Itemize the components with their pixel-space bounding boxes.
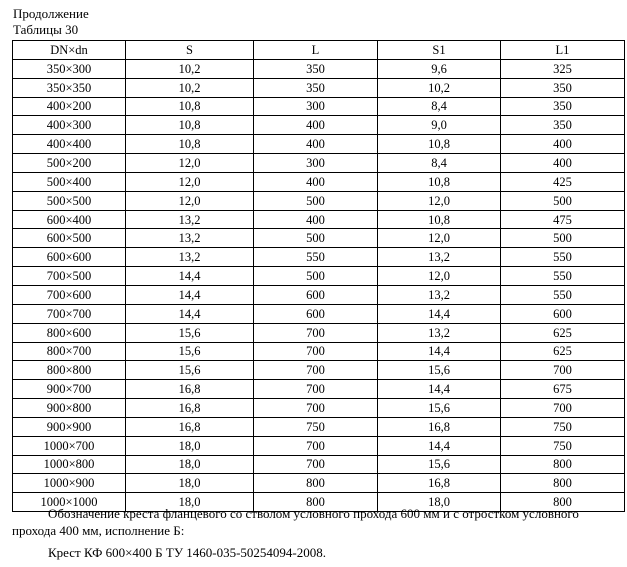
cell-l: 700: [254, 455, 378, 474]
header-l: L: [254, 41, 378, 60]
table-row: [13, 342, 625, 361]
cell-l: 400: [254, 135, 378, 154]
cell-s: 10,8: [126, 97, 254, 116]
cell-l1: 550: [501, 285, 625, 304]
table-row: [13, 229, 625, 248]
cell-s: 16,8: [126, 417, 254, 436]
cell-s: 12,0: [126, 154, 254, 173]
cell-s1: 15,6: [378, 361, 501, 380]
note-paragraph: Обозначение креста фланцевого со стволом условного прохода 600 мм и с отростком условного прохода 400 мм, исполнение Б:: [12, 506, 579, 538]
cell-s: 14,4: [126, 304, 254, 323]
table-row: [13, 417, 625, 436]
cell-s: 18,0: [126, 474, 254, 493]
cell-s: 15,6: [126, 361, 254, 380]
table-row: [13, 78, 625, 97]
header-s: S: [126, 41, 254, 60]
cell-dn-dn: 500×500: [13, 191, 126, 210]
cell-s1: 12,0: [378, 267, 501, 286]
cell-dn-dn: 600×600: [13, 248, 126, 267]
cell-l1: 500: [501, 191, 625, 210]
cell-dn-dn: 1000×900: [13, 474, 126, 493]
dimensions-table: [12, 40, 625, 512]
cell-l1: 600: [501, 304, 625, 323]
table-row: [13, 59, 625, 78]
cell-l: 350: [254, 78, 378, 97]
cell-s1: 13,2: [378, 285, 501, 304]
cell-s: 13,2: [126, 229, 254, 248]
cell-dn-dn: 600×400: [13, 210, 126, 229]
cell-l: 600: [254, 304, 378, 323]
cell-s1: 8,4: [378, 97, 501, 116]
cell-l1: 550: [501, 267, 625, 286]
table-row: [13, 154, 625, 173]
cell-dn-dn: 400×300: [13, 116, 126, 135]
note-example: Крест КФ 600×400 Б ТУ 1460-035-50254094-2008.: [48, 545, 327, 560]
table-row: [13, 474, 625, 493]
cell-l1: 750: [501, 436, 625, 455]
cell-l1: 400: [501, 135, 625, 154]
cell-dn-dn: 700×500: [13, 267, 126, 286]
cell-l: 400: [254, 116, 378, 135]
cell-l1: 475: [501, 210, 625, 229]
cell-s1: 14,4: [378, 380, 501, 399]
cell-l1: 400: [501, 154, 625, 173]
table-row: [13, 210, 625, 229]
cell-l: 350: [254, 59, 378, 78]
cell-dn-dn: 1000×800: [13, 455, 126, 474]
cell-l1: 625: [501, 342, 625, 361]
cell-dn-dn: 350×300: [13, 59, 126, 78]
caption-continuation: Продолжение: [13, 6, 89, 21]
cell-s: 14,4: [126, 285, 254, 304]
cell-l: 600: [254, 285, 378, 304]
cell-dn-dn: 700×600: [13, 285, 126, 304]
cell-dn-dn: 350×350: [13, 78, 126, 97]
cell-l: 400: [254, 210, 378, 229]
cell-s: 15,6: [126, 342, 254, 361]
table-row: [13, 361, 625, 380]
cell-s1: 12,0: [378, 191, 501, 210]
table-row: [13, 285, 625, 304]
table-row: [13, 455, 625, 474]
cell-s1: 15,6: [378, 455, 501, 474]
cell-dn-dn: 800×800: [13, 361, 126, 380]
cell-dn-dn: 900×700: [13, 380, 126, 399]
cell-l1: 350: [501, 116, 625, 135]
cell-l1: 350: [501, 97, 625, 116]
cell-s1: 9,6: [378, 59, 501, 78]
cell-s: 16,8: [126, 399, 254, 418]
cell-s1: 13,2: [378, 323, 501, 342]
header-s1: S1: [378, 41, 501, 60]
cell-l: 700: [254, 342, 378, 361]
cell-l: 300: [254, 154, 378, 173]
table-caption: [13, 6, 89, 38]
cell-s: 10,2: [126, 78, 254, 97]
cell-s1: 12,0: [378, 229, 501, 248]
cell-dn-dn: 500×200: [13, 154, 126, 173]
cell-l: 700: [254, 380, 378, 399]
cell-dn-dn: 1000×700: [13, 436, 126, 455]
cell-s: 10,8: [126, 116, 254, 135]
cell-l1: 800: [501, 474, 625, 493]
cell-l1: 700: [501, 361, 625, 380]
cell-l: 500: [254, 191, 378, 210]
cell-s: 16,8: [126, 380, 254, 399]
cell-l1: 425: [501, 172, 625, 191]
table-row: [13, 267, 625, 286]
cell-l: 700: [254, 436, 378, 455]
table-row: [13, 323, 625, 342]
cell-s: 18,0: [126, 455, 254, 474]
designation-note: [12, 505, 612, 561]
table-row: [13, 191, 625, 210]
cell-s1: 10,8: [378, 135, 501, 154]
cell-s1: 10,8: [378, 172, 501, 191]
cell-dn-dn: 400×400: [13, 135, 126, 154]
cell-l: 700: [254, 323, 378, 342]
cell-s: 13,2: [126, 248, 254, 267]
cell-s1: 18,0: [378, 493, 501, 512]
cell-l: 550: [254, 248, 378, 267]
cell-s1: 13,2: [378, 248, 501, 267]
cell-l: 800: [254, 474, 378, 493]
cell-s: 13,2: [126, 210, 254, 229]
cell-l1: 500: [501, 229, 625, 248]
cell-l1: 800: [501, 493, 625, 512]
cell-l: 700: [254, 399, 378, 418]
cell-l1: 750: [501, 417, 625, 436]
table-row: [13, 172, 625, 191]
cell-l: 800: [254, 493, 378, 512]
cell-l1: 800: [501, 455, 625, 474]
cell-s: 12,0: [126, 191, 254, 210]
cell-l: 500: [254, 267, 378, 286]
table-header-row: [13, 41, 625, 60]
cell-dn-dn: 400×200: [13, 97, 126, 116]
cell-dn-dn: 500×400: [13, 172, 126, 191]
cell-dn-dn: 900×800: [13, 399, 126, 418]
cell-s: 14,4: [126, 267, 254, 286]
cell-s1: 10,8: [378, 210, 501, 229]
cell-s1: 14,4: [378, 304, 501, 323]
cell-s1: 15,6: [378, 399, 501, 418]
cell-l1: 625: [501, 323, 625, 342]
header-l1: L1: [501, 41, 625, 60]
cell-s: 18,0: [126, 493, 254, 512]
table-row: [13, 380, 625, 399]
cell-dn-dn: 900×900: [13, 417, 126, 436]
table-body: [13, 59, 625, 511]
cell-s: 15,6: [126, 323, 254, 342]
header-dn-dn: DN×dn: [13, 41, 126, 60]
cell-dn-dn: 800×700: [13, 342, 126, 361]
table-row: [13, 97, 625, 116]
cell-s1: 8,4: [378, 154, 501, 173]
cell-s1: 14,4: [378, 342, 501, 361]
table-row: [13, 135, 625, 154]
cell-dn-dn: 700×700: [13, 304, 126, 323]
cell-s: 10,8: [126, 135, 254, 154]
table-row: [13, 304, 625, 323]
cell-l: 700: [254, 361, 378, 380]
cell-s1: 10,2: [378, 78, 501, 97]
cell-s1: 16,8: [378, 417, 501, 436]
cell-s: 12,0: [126, 172, 254, 191]
table-row: [13, 436, 625, 455]
table-row: [13, 399, 625, 418]
table-row: [13, 248, 625, 267]
cell-s: 18,0: [126, 436, 254, 455]
cell-s1: 9,0: [378, 116, 501, 135]
cell-l: 400: [254, 172, 378, 191]
cell-dn-dn: 1000×1000: [13, 493, 126, 512]
cell-s1: 14,4: [378, 436, 501, 455]
cell-l1: 350: [501, 78, 625, 97]
cell-l1: 700: [501, 399, 625, 418]
cell-dn-dn: 800×600: [13, 323, 126, 342]
cell-l1: 550: [501, 248, 625, 267]
cell-s1: 16,8: [378, 474, 501, 493]
cell-l: 500: [254, 229, 378, 248]
cell-l1: 325: [501, 59, 625, 78]
cell-s: 10,2: [126, 59, 254, 78]
cell-dn-dn: 600×500: [13, 229, 126, 248]
table-row: [13, 116, 625, 135]
cell-l: 300: [254, 97, 378, 116]
caption-table-number: Таблицы 30: [13, 22, 79, 37]
cell-l: 750: [254, 417, 378, 436]
cell-l1: 675: [501, 380, 625, 399]
